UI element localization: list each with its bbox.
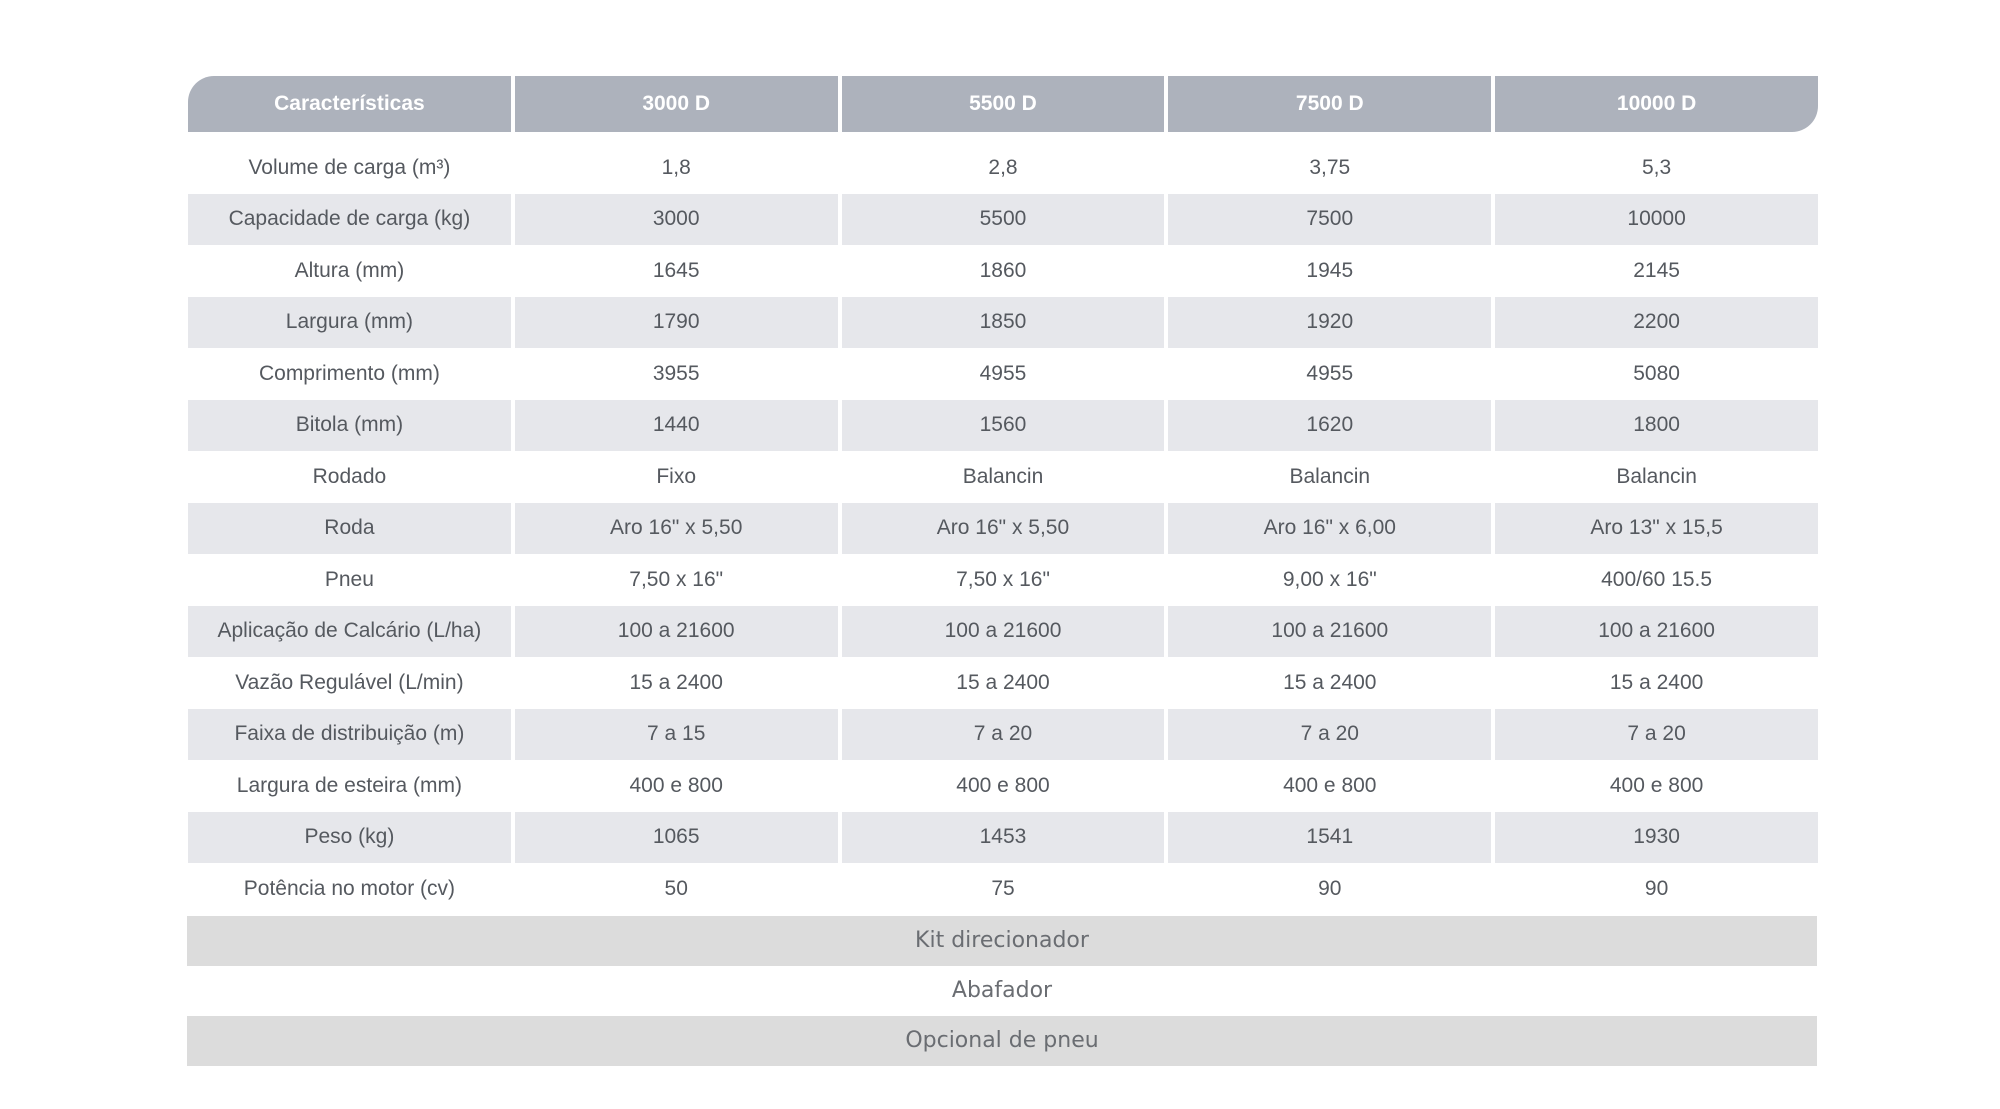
header-caracteristicas: Características bbox=[188, 76, 511, 132]
table-cell: 1541 bbox=[1168, 812, 1491, 864]
row-label: Largura de esteira (mm) bbox=[236, 773, 463, 797]
table-cell: 2200 bbox=[1495, 297, 1818, 349]
table-cell: 90 bbox=[1318, 876, 1342, 900]
table-cell: 1620 bbox=[1168, 400, 1491, 452]
row-label: Faixa de distribuição (m) bbox=[188, 709, 511, 761]
table-cell: 5,3 bbox=[1641, 155, 1672, 179]
table-cell: 3000 bbox=[515, 194, 838, 246]
table-row bbox=[188, 503, 1818, 555]
table-cell: Fixo bbox=[656, 464, 697, 488]
table-cell: 100 a 21600 bbox=[1495, 606, 1818, 658]
table-cell: 7,50 x 16" bbox=[956, 567, 1050, 591]
table-cell: 7 a 20 bbox=[1495, 709, 1818, 761]
table-cell: 9,00 x 16" bbox=[1282, 567, 1377, 591]
table-cell: 1850 bbox=[842, 297, 1165, 349]
table-cell: Balancin bbox=[1289, 464, 1371, 488]
table-cell: 1860 bbox=[979, 258, 1027, 282]
table-row bbox=[188, 554, 1818, 606]
table-cell: 1560 bbox=[842, 400, 1165, 452]
table-cell: 5500 bbox=[842, 194, 1165, 246]
spec-table-body bbox=[188, 132, 1818, 915]
row-label: Roda bbox=[188, 503, 511, 555]
table-row bbox=[188, 709, 1818, 761]
table-row bbox=[188, 657, 1818, 709]
header-model-7500d: 7500 D bbox=[1168, 76, 1491, 132]
table-cell: 15 a 2400 bbox=[1609, 670, 1704, 694]
table-row bbox=[188, 400, 1818, 452]
table-cell: Aro 16" x 5,50 bbox=[842, 503, 1165, 555]
table-cell: Aro 16" x 6,00 bbox=[1168, 503, 1491, 555]
row-label: Potência no motor (cv) bbox=[243, 876, 456, 900]
table-row bbox=[188, 142, 1818, 194]
table-cell: 1945 bbox=[1306, 258, 1354, 282]
row-label: Bitola (mm) bbox=[188, 400, 511, 452]
table-row bbox=[188, 348, 1818, 400]
header-model-5500d: 5500 D bbox=[842, 76, 1165, 132]
row-label: Comprimento (mm) bbox=[258, 361, 440, 385]
optional-item-opcional-de-pneu: Opcional de pneu bbox=[187, 1016, 1817, 1066]
table-cell: 1800 bbox=[1495, 400, 1818, 452]
row-label: Altura (mm) bbox=[294, 258, 405, 282]
table-cell: 10000 bbox=[1495, 194, 1818, 246]
row-label: Peso (kg) bbox=[188, 812, 511, 864]
row-label: Vazão Regulável (L/min) bbox=[235, 670, 464, 694]
table-cell: 15 a 2400 bbox=[1283, 670, 1377, 694]
table-row bbox=[188, 863, 1818, 915]
table-row bbox=[188, 606, 1818, 658]
table-row bbox=[188, 194, 1818, 246]
row-label: Capacidade de carga (kg) bbox=[188, 194, 511, 246]
table-cell: 2,8 bbox=[988, 155, 1018, 179]
table-cell: 100 a 21600 bbox=[515, 606, 838, 658]
table-row bbox=[188, 812, 1818, 864]
header-model-3000d: 3000 D bbox=[515, 76, 838, 132]
table-cell: 400 e 800 bbox=[629, 773, 723, 797]
table-cell: 7 a 20 bbox=[1168, 709, 1491, 761]
table-cell: 15 a 2400 bbox=[956, 670, 1050, 694]
table-cell: 7,50 x 16" bbox=[629, 567, 724, 591]
table-cell: 1065 bbox=[515, 812, 838, 864]
table-cell: 400 e 800 bbox=[956, 773, 1050, 797]
optional-item-abafador: Abafador bbox=[951, 978, 1053, 1003]
table-cell: 400/60 15.5 bbox=[1601, 567, 1713, 591]
optional-items bbox=[187, 916, 1817, 1066]
row-label: Pneu bbox=[324, 567, 374, 591]
table-cell: Balancin bbox=[1616, 464, 1697, 488]
table-cell: Aro 16" x 5,50 bbox=[515, 503, 838, 555]
row-label: Volume de carga (m³) bbox=[248, 155, 451, 179]
table-cell: 1930 bbox=[1495, 812, 1818, 864]
row-label: Rodado bbox=[312, 464, 387, 488]
optional-item-kit-direcionador: Kit direcionador bbox=[187, 916, 1817, 966]
table-cell: 3,75 bbox=[1309, 155, 1351, 179]
table-cell: 7 a 20 bbox=[842, 709, 1165, 761]
table-header-row bbox=[188, 76, 1818, 132]
table-cell: 75 bbox=[991, 876, 1015, 900]
table-cell: 90 bbox=[1644, 876, 1669, 900]
table-row bbox=[188, 451, 1818, 503]
table-cell: 4955 bbox=[979, 361, 1027, 385]
table-row bbox=[188, 760, 1818, 812]
table-cell: 15 a 2400 bbox=[629, 670, 723, 694]
header-model-10000d: 10000 D bbox=[1495, 76, 1818, 132]
table-cell: 1,8 bbox=[661, 155, 691, 179]
table-cell: 1920 bbox=[1168, 297, 1491, 349]
table-cell: 4955 bbox=[1306, 361, 1354, 385]
table-cell: 1440 bbox=[515, 400, 838, 452]
table-cell: 7 a 15 bbox=[515, 709, 838, 761]
table-cell: 5080 bbox=[1633, 361, 1680, 385]
table-cell: 400 e 800 bbox=[1283, 773, 1377, 797]
table-cell: Aro 13" x 15,5 bbox=[1495, 503, 1818, 555]
spec-table bbox=[184, 76, 1822, 915]
table-cell: 100 a 21600 bbox=[1168, 606, 1491, 658]
table-cell: 1645 bbox=[652, 258, 700, 282]
table-cell: 2145 bbox=[1633, 258, 1680, 282]
row-label: Largura (mm) bbox=[188, 297, 511, 349]
table-cell: Balancin bbox=[962, 464, 1044, 488]
table-row bbox=[188, 245, 1818, 297]
table-cell: 3955 bbox=[652, 361, 700, 385]
table-cell: 50 bbox=[664, 876, 688, 900]
table-row bbox=[188, 297, 1818, 349]
table-cell: 1453 bbox=[842, 812, 1165, 864]
row-label: Aplicação de Calcário (L/ha) bbox=[188, 606, 511, 658]
table-cell: 7500 bbox=[1168, 194, 1491, 246]
table-cell: 400 e 800 bbox=[1609, 773, 1704, 797]
table-cell: 1790 bbox=[515, 297, 838, 349]
table-cell: 100 a 21600 bbox=[842, 606, 1165, 658]
spec-table-container bbox=[188, 76, 1818, 915]
